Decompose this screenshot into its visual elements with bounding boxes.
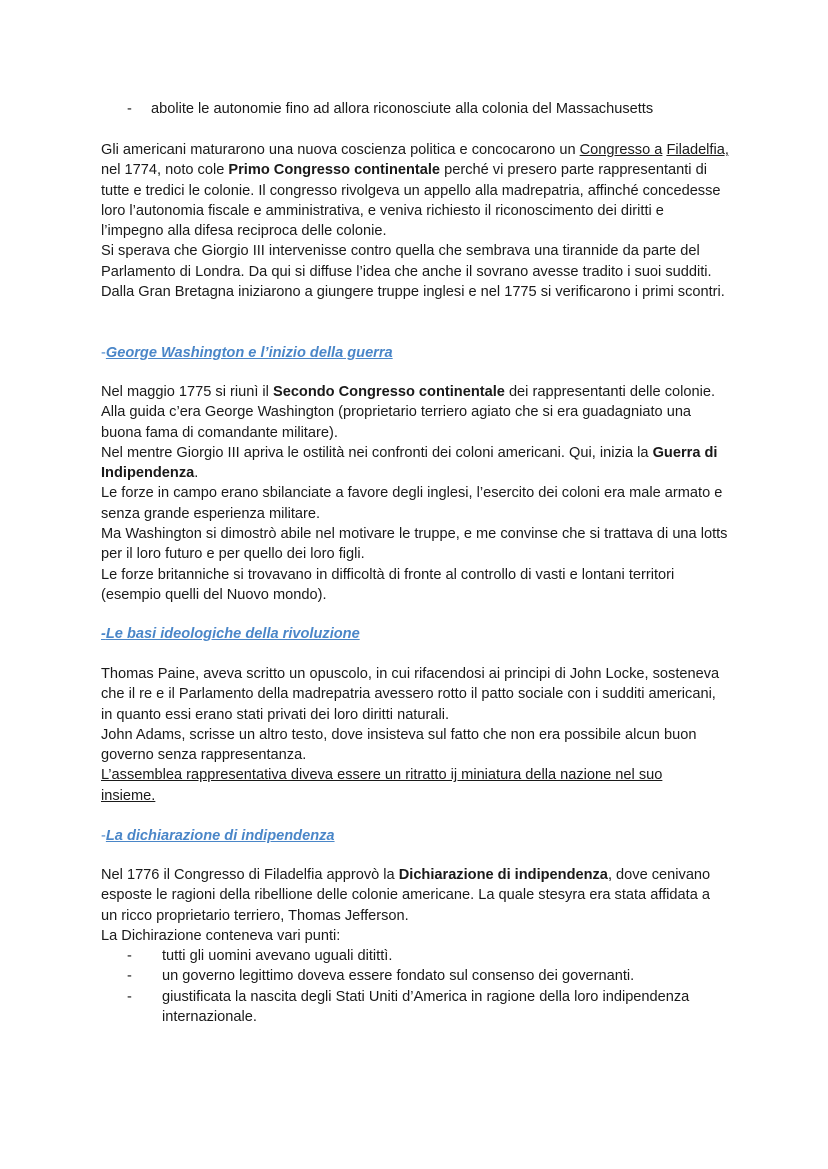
list-item: - tutti gli uomini avevano uguali ditittì. [127,948,393,965]
list-item: - un governo legittimo doveva essere fondato sul consenso dei governanti. [127,968,635,985]
congresso-link: Congresso a [579,142,663,158]
section-heading-dichiarazione: -La dichiarazione di indipendenza [101,828,335,844]
bullet-marker: - [127,101,132,117]
section-washington-body: Nel maggio 1775 si riunì il Secondo Congresso continentale dei rappresentanti delle colonie. Alla guida c’era George Washington (proprietario terriero agiato che si era guadagniato una buona fama di comandante militare). Nel mentre Giorgio III apriva le ostilità nei confronti dei coloni americani. Qui, inizia la Guerra di Indipendenza. Le forze in campo erano sbilanciate a favore degli inglesi, l’esercito dei coloni era male armato e senza grande esperienza militare. Ma Washington si dimostrò abile nel motivare le truppe, e me convinse che si trattava di una lotts per il loro futuro e per quello dei loro figli. Le forze britanniche si trovavano in difficoltà di fronte al controllo di vasti e lontani territori (esempio quelli del Nuovo mondo). [101,384,728,603]
paragraph-primo-congresso: Gli americani maturarono una nuova coscienza politica e concocarono un Congresso a Filadelfia, nel 1774, noto cole Primo Congresso continentale perché vi presero parte rappresentanti di tutte e tredici le colonie. Il congresso rivolgeva un appello alla madrepatria, affinché concedesse loro l’autonomia fiscale e amministrativa, e veniva richiesto il riconoscimento dei diritti e l’impegno alla difesa reciproca delle colonie. Si sperava che Giorgio III intervenisse contro quella che sembrava una tirannide da parte del Parlamento di Londra. Da qui si diffuse l’idea che anche il sovrano avesse tradito i suoi sudditi. Dalla Gran Bretagna iniziarono a giungere truppe inglesi e nel 1775 si verificarono i primi scontri. [101,142,729,301]
dichiarazione-points-list [127,946,729,1027]
list-item: - giustificata la nascita degli Stati Uniti d’America in ragione della loro indipendenza internazionale. [127,988,690,1026]
section-basi-body: Thomas Paine, aveva scritto un opuscolo, in cui rifacendosi ai principi di John Locke, sosteneva che il re e il Parlamento della madrepatria avessero rotto il patto sociale con i sudditi americani, in quanto essi erano stati privati dei loro diritti naturali. John Adams, scrisse un altro testo, dove insisteva sul fatto che non era possibile alcun buon governo senza rappresentanza. L’assemblea rappresentativa diveva essere un ritratto ij miniatura della nazione nel suo insieme. [101,666,720,804]
section-dichiarazione-body: Nel 1776 il Congresso di Filadelfia approvò la Dichiarazione di indipendenza, dove cenivano esposte le ragioni della ribellione delle colonie americane. La quale stesyra era stata affidata a un ricco proprietario terriero, Thomas Jefferson. La Dichirazione conteneva vari punti: - tutti gli uomini avevano uguali ditittì. - un governo legittimo doveva essere fondato sul consenso dei governanti. - giustificata la nascita degli Stati Uniti d’America in ragione della loro indipendenza internazionale. [101,865,729,1027]
filadelfia-link: Filadelfia, [666,142,729,158]
section-heading-basi-ideologiche: -Le basi ideologiche della rivoluzione [101,626,360,642]
bullet-text: abolite le autonomie fino ad allora riconosciute alla colonia del Massachusetts [151,101,654,117]
section-heading-washington: -George Washington e l’inizio della guerra [101,345,393,361]
